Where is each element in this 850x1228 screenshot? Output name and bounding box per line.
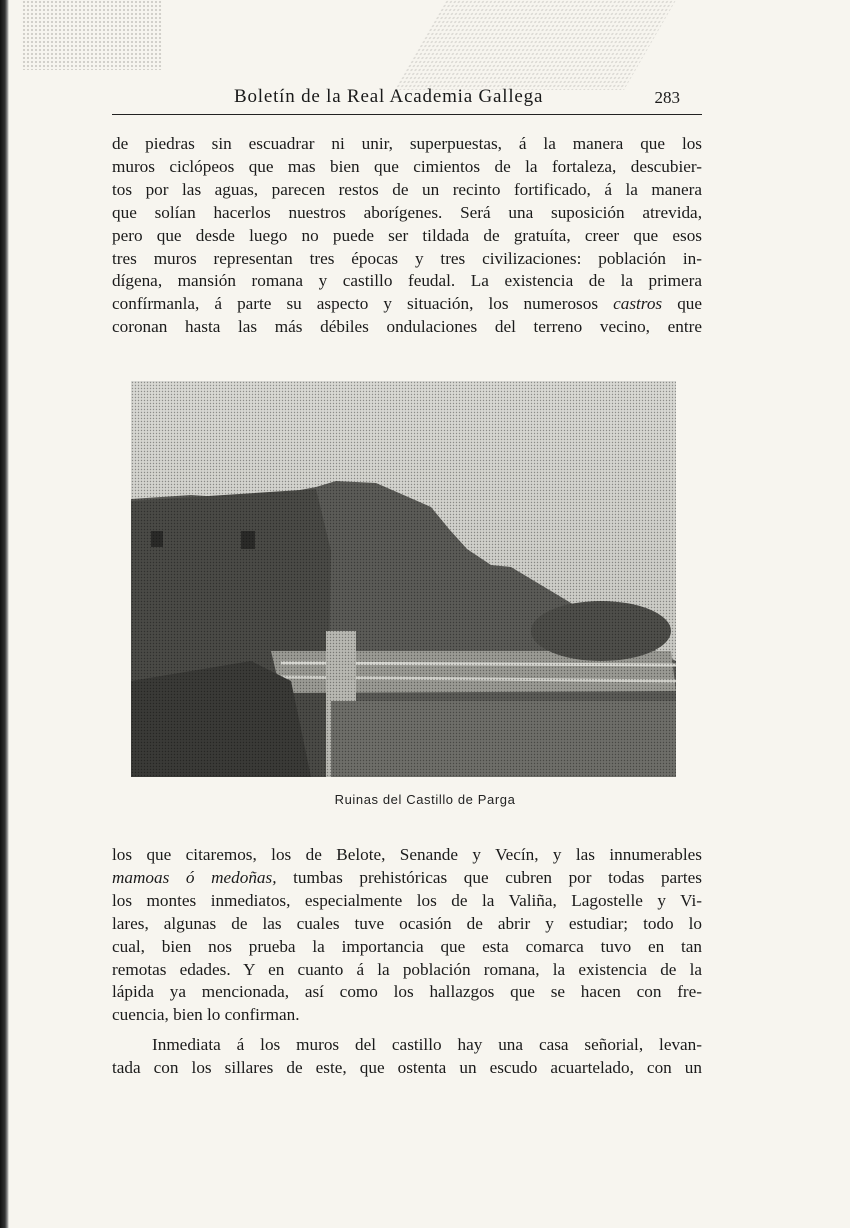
text-line: tres muros representan tres épocas y tres civilizaciones: población in- bbox=[112, 248, 702, 268]
paragraph-top bbox=[112, 133, 702, 339]
italic-term-mamoas: mamoas ó medoñas, bbox=[112, 867, 277, 887]
text-line: pero que desde luego no puede ser tildada de gratuíta, creer que esos bbox=[112, 225, 702, 245]
text-line: tada con los sillares de este, que ostenta un escudo acuartelado, con un bbox=[112, 1057, 702, 1077]
text-line: los montes inmediatos, especialmente los de la Valiña, Lagostelle y Vi- bbox=[112, 890, 702, 910]
text-segment: tumbas prehistóricas que cubren por todas partes bbox=[293, 867, 702, 887]
halftone-texture bbox=[131, 381, 676, 777]
print-speckle-top-left bbox=[22, 0, 162, 70]
figure-caption: Ruinas del Castillo de Parga bbox=[334, 792, 516, 807]
text-line: cuencia, bien lo confirman. bbox=[112, 1005, 300, 1025]
text-line: coronan hasta las más débiles ondulaciones del terreno vecino, entre bbox=[112, 317, 702, 337]
castle-ruins-photo bbox=[131, 381, 676, 777]
page-number: 283 bbox=[654, 88, 680, 107]
text-line: tos por las aguas, parecen restos de un recinto fortificado, á la manera bbox=[112, 179, 702, 199]
text-line-mamoas bbox=[112, 867, 702, 890]
text-line: de piedras sin escuadrar ni unir, superpuestas, á la manera que los bbox=[112, 134, 702, 153]
text-line: que solían hacerlos nuestros aborígenes. Será una suposición atrevida, bbox=[112, 202, 702, 222]
text-line: remotas edades. Y en cuanto á la población romana, la existencia de la bbox=[112, 959, 702, 979]
text-line: lares, algunas de las cuales tuve ocasión de abrir y estudiar; todo lo bbox=[112, 913, 702, 933]
paragraph-bottom bbox=[112, 1034, 702, 1080]
text-line: muros ciclópeos que mas bien que cimientos de la fortaleza, descubier- bbox=[112, 156, 702, 176]
text-line: dígena, mansión romana y castillo feudal. La existencia de la primera bbox=[112, 271, 702, 291]
paragraph-middle bbox=[112, 844, 702, 1027]
text-line: Inmediata á los muros del castillo hay una casa señorial, levan- bbox=[152, 1035, 702, 1054]
text-segment: que bbox=[677, 294, 703, 314]
text-segment: confírmanla, á parte su aspecto y situación, los numerosos bbox=[112, 294, 599, 314]
text-line: lápida ya mencionada, así como los hallazgos que se hacen con fre- bbox=[112, 982, 702, 1002]
running-header bbox=[112, 84, 702, 115]
text-line: los que citaremos, los de Belote, Senande y Vecín, y las innumerables bbox=[112, 845, 702, 864]
journal-title: Boletín de la Real Academia Gallega bbox=[234, 86, 544, 107]
page-spine-shadow bbox=[0, 0, 9, 1228]
print-speckle-top-right bbox=[394, 0, 676, 90]
text-line-castros bbox=[112, 293, 702, 316]
text-line: cual, bien nos prueba la importancia que esta comarca tuvo en tan bbox=[112, 936, 702, 956]
italic-term-castros: castros bbox=[613, 294, 663, 314]
photo-illustration bbox=[131, 381, 676, 777]
